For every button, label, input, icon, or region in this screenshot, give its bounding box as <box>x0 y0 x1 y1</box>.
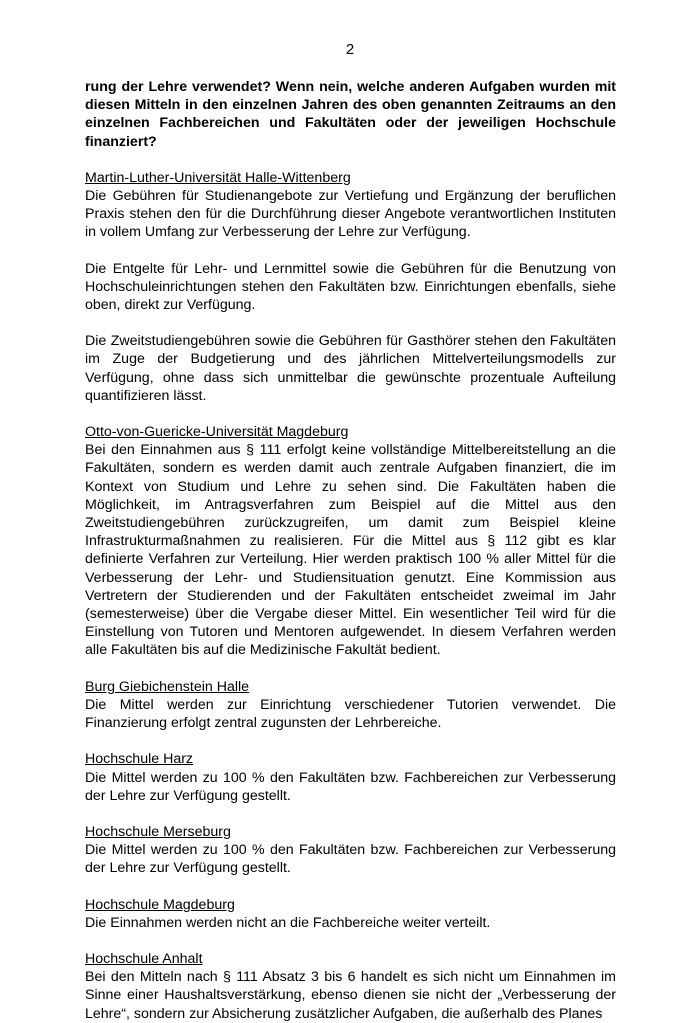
section-hs-harz <box>85 750 616 805</box>
page-content <box>85 78 616 1023</box>
section-heading: Burg Giebichenstein Halle <box>85 678 250 695</box>
question-text: rung der Lehre verwendet? Wenn nein, welche anderen Aufgaben wurden mit diesen Mitteln in den einzelnen Jahren des oben genannten Zeitraums an den einzelnen Fachbereichen und Fakultäten oder der jeweiligen Hochschule finanziert? <box>85 79 616 150</box>
section-mlu <box>85 169 616 405</box>
section-paragraph: Die Zweitstudiengebühren sowie die Gebühren für Gasthörer stehen den Fakultäten im Zuge der Budgetierung und des jährlichen Mittelverteilungsmodells zur Verfügung, ohne dass sich unmittelbar die gewünschte prozentuale Aufteilung quantifizieren lässt. <box>85 333 616 404</box>
section-burg-giebichenstein <box>85 678 616 733</box>
section-heading: Hochschule Magdeburg <box>85 896 235 913</box>
section-paragraph: Die Mittel werden zu 100 % den Fakultäten bzw. Fachbereichen zur Verbesserung der Lehre zur Verfügung gestellt. <box>85 769 616 804</box>
section-paragraph: Bei den Mitteln nach § 111 Absatz 3 bis 6 handelt es sich nicht um Einnahmen im Sinne einer Haushaltsverstärkung, ebenso dienen sie nicht der „Verbesserung der Lehre“, sondern zur Absicherung zusätzlicher Aufgaben, die außerhalb des Planes <box>85 969 616 1022</box>
section-paragraph: Die Einnahmen werden nicht an die Fachbereiche weiter verteilt. <box>85 914 491 931</box>
section-paragraph: Die Entgelte für Lehr- und Lernmittel sowie die Gebühren für die Benutzung von Hochschuleinrichtungen stehen den Fakultäten bzw. Einrichtungen ebenfalls, siehe oben, direkt zur Verfügung. <box>85 260 616 314</box>
section-ovgu <box>85 423 616 660</box>
section-hs-anhalt <box>85 950 616 1023</box>
section-paragraph: Die Mittel werden zu 100 % den Fakultäten bzw. Fachbereichen zur Verbesserung der Lehre zur Verfügung gestellt. <box>85 842 616 877</box>
section-paragraph: Die Gebühren für Studienangebote zur Vertiefung und Ergänzung der beruflichen Praxis stehen den für die Durchführung dieser Angebote verantwortlichen Instituten in vollem Umfang zur Verbesserung der Lehre zur Verfügung. <box>85 188 616 241</box>
section-hs-merseburg <box>85 823 616 878</box>
section-heading: Hochschule Merseburg <box>85 823 231 840</box>
page-number: 2 <box>345 41 355 58</box>
section-paragraph: Die Mittel werden zur Einrichtung verschiedener Tutorien verwendet. Die Finanzierung erfolgt zentral zugunsten der Lehrbereiche. <box>85 696 616 732</box>
section-heading: Otto-von-Guericke-Universität Magdeburg <box>85 424 349 441</box>
section-paragraph: Bei den Einnahmen aus § 111 erfolgt keine vollständige Mittelbereitstellung an die Fakultäten, sondern es werden damit auch zentrale Aufgaben finanziert, die im Kontext von Studium und Lehre zu sehen sind. Die Fakultäten haben die Möglichkeit, im Antragsverfahren zum Beispiel auf die Mittel aus den Zweitstudiengebühren zurückzugreifen, um damit zum Beispiel kleine Infrastrukturmaßnahmen zu realisieren. Für die Mittel aus § 112 gibt es klar definierte Verfahren zur Verteilung. Hier werden praktisch 100 % aller Mittel für die Verbesserung der Lehr- und Studiensituation genutzt. Eine Kommission aus Vertretern der Studierenden und der Fakultäten entscheidet zweimal im Jahr (semesterweise) über die Vergabe dieser Mittel. Ein wesentlicher Teil wird für die Einstellung von Tutoren und Mentoren aufgewendet. In diesem Verfahren werden alle Fakultäten bis auf die Medizinische Fakultät bedient. <box>85 442 616 659</box>
section-heading: Hochschule Anhalt <box>85 950 203 967</box>
section-heading: Martin-Luther-Universität Halle-Wittenberg <box>85 169 351 186</box>
section-heading: Hochschule Harz <box>85 751 194 768</box>
section-hs-magdeburg <box>85 896 616 932</box>
